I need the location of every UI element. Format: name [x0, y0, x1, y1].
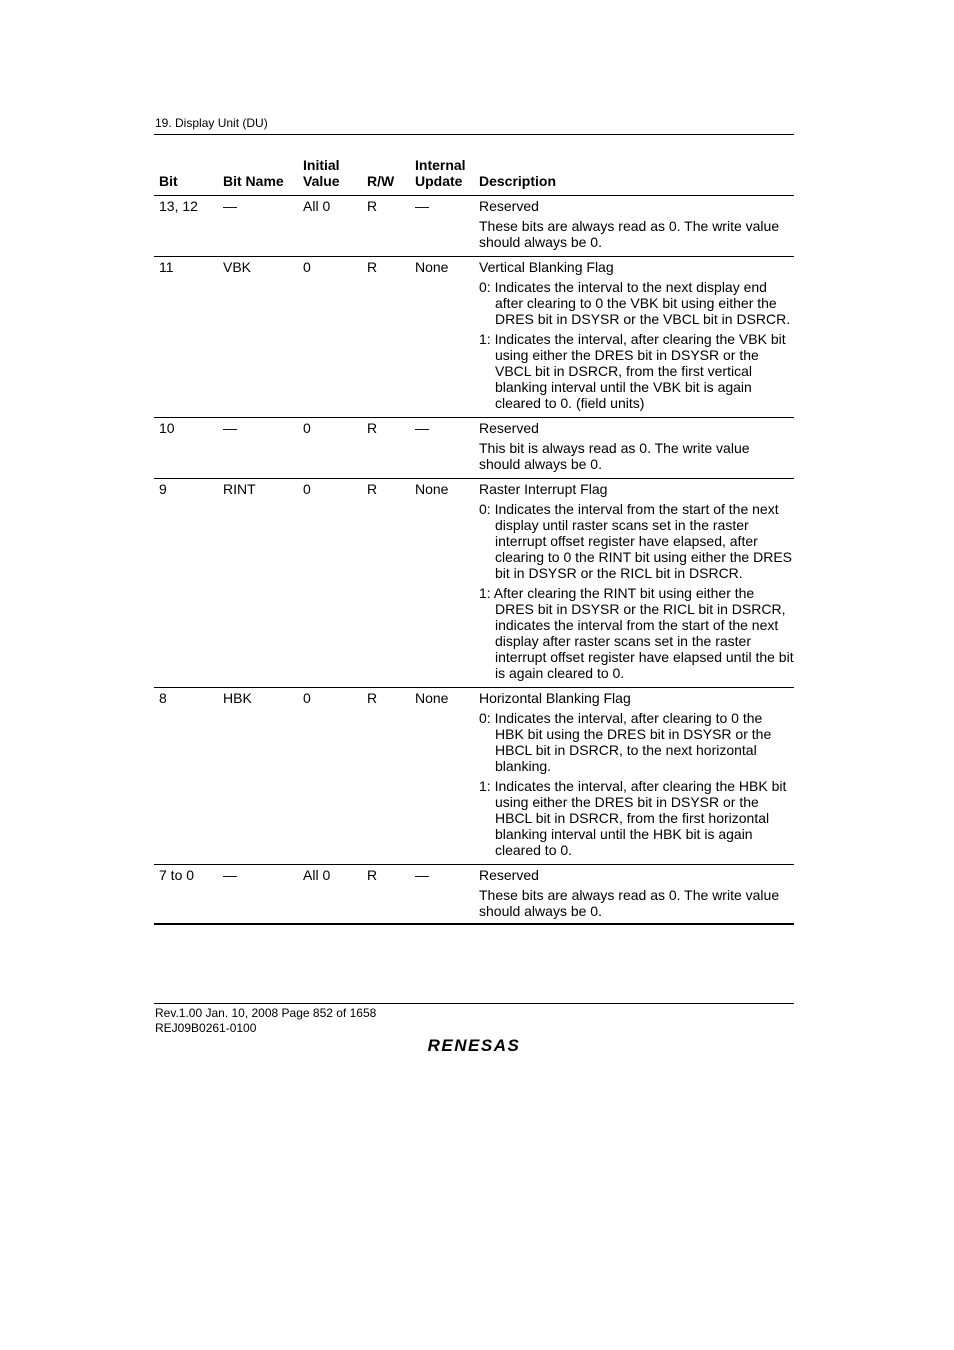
cell-rw: R	[362, 257, 410, 418]
description-title: Reserved	[479, 420, 539, 436]
cell-initial-value: All 0	[298, 196, 362, 257]
table-row	[154, 418, 794, 479]
description-item-0: 0: Indicates the interval to the next display end after clearing to 0 the VBK bit using either the DRES bit in DSYSR or the VBCL bit in DSRCR.	[479, 279, 791, 327]
col-header-rw: R/W	[362, 157, 410, 196]
cell-bit-name: RINT	[218, 479, 298, 688]
header-rule	[154, 134, 794, 135]
section-header: 19. Display Unit (DU)	[155, 116, 268, 130]
footer-revision: Rev.1.00 Jan. 10, 2008 Page 852 of 1658	[155, 1006, 377, 1020]
description-title: Vertical Blanking Flag	[479, 259, 614, 275]
table-row	[154, 479, 794, 688]
cell-rw: R	[362, 688, 410, 865]
cell-internal-update: —	[410, 196, 474, 257]
description-title: Reserved	[479, 867, 539, 883]
description-text: These bits are always read as 0. The write value should always be 0.	[479, 887, 780, 919]
description-item-0: 0: Indicates the interval, after clearing to 0 the HBK bit using the DRES bit in DSYSR or the HBCL bit in DSRCR, to the next horizontal blanking.	[479, 710, 772, 774]
col-header-initial-value-line1: Initial	[303, 157, 340, 173]
cell-internal-update: None	[410, 257, 474, 418]
cell-rw: R	[362, 196, 410, 257]
cell-description	[474, 418, 794, 479]
description-text: These bits are always read as 0. The write value should always be 0.	[479, 218, 780, 250]
footer-rule	[154, 1003, 794, 1004]
col-header-bit-name: Bit Name	[218, 157, 298, 196]
description-item-1: 1: After clearing the RINT bit using either the DRES bit in DSYSR or the RICL bit in DSRCR, indicates the interval from the start of the next display after raster scans set in the raster interrupt offset register have elapsed until the bit is again cleared to 0.	[479, 585, 794, 681]
cell-internal-update: —	[410, 418, 474, 479]
cell-internal-update: None	[410, 688, 474, 865]
col-header-internal-update-line2: Update	[415, 173, 463, 189]
description-item-1: 1: Indicates the interval, after clearing the HBK bit using either the DRES bit in DSYSR or the HBCL bit in DSRCR, from the first horizontal blanking interval until the HBK bit is again cleared to 0.	[479, 778, 787, 858]
table-row	[154, 688, 794, 865]
cell-bit: 11	[154, 257, 218, 418]
renesas-logo	[414, 1035, 534, 1055]
cell-bit-name: VBK	[218, 257, 298, 418]
cell-description	[474, 257, 794, 418]
col-header-internal-update-line1: Internal	[415, 157, 466, 173]
col-header-bit: Bit	[154, 157, 218, 196]
cell-bit-name: —	[218, 865, 298, 925]
cell-bit-name: —	[218, 196, 298, 257]
cell-initial-value: 0	[298, 418, 362, 479]
cell-initial-value: All 0	[298, 865, 362, 925]
cell-initial-value: 0	[298, 479, 362, 688]
cell-bit: 8	[154, 688, 218, 865]
cell-bit: 9	[154, 479, 218, 688]
renesas-logo-text: RENESAS	[427, 1036, 521, 1055]
description-title: Raster Interrupt Flag	[479, 481, 608, 497]
table-row	[154, 257, 794, 418]
cell-bit-name: HBK	[218, 688, 298, 865]
cell-bit-name: —	[218, 418, 298, 479]
cell-bit: 7 to 0	[154, 865, 218, 925]
col-header-initial-value	[298, 157, 362, 196]
description-text: This bit is always read as 0. The write value should always be 0.	[479, 440, 750, 472]
cell-description	[474, 865, 794, 925]
cell-internal-update: —	[410, 865, 474, 925]
cell-rw: R	[362, 479, 410, 688]
cell-description	[474, 688, 794, 865]
description-item-1: 1: Indicates the interval, after clearing the VBK bit using either the DRES bit in DSYSR or the VBCL bit in DSRCR, from the first vertical blanking interval until the VBK bit is again cleared to 0. (field units)	[479, 331, 786, 411]
description-title: Reserved	[479, 198, 539, 214]
cell-initial-value: 0	[298, 688, 362, 865]
table-header-row	[154, 157, 794, 196]
table-row	[154, 865, 794, 925]
cell-rw: R	[362, 418, 410, 479]
cell-bit: 13, 12	[154, 196, 218, 257]
cell-description	[474, 196, 794, 257]
cell-description	[474, 479, 794, 688]
col-header-description: Description	[474, 157, 794, 196]
register-bit-table	[154, 157, 794, 925]
cell-initial-value: 0	[298, 257, 362, 418]
description-item-0: 0: Indicates the interval from the start of the next display until raster scans set in the raster interrupt offset register have elapsed, after clearing to 0 the RINT bit using either the DRES bit in DSYSR or the RICL bit in DSRCR.	[479, 501, 793, 581]
description-title: Horizontal Blanking Flag	[479, 690, 631, 706]
cell-bit: 10	[154, 418, 218, 479]
col-header-initial-value-line2: Value	[303, 173, 340, 189]
footer-document-number: REJ09B0261-0100	[155, 1021, 257, 1035]
cell-internal-update: None	[410, 479, 474, 688]
table-row	[154, 196, 794, 257]
col-header-internal-update	[410, 157, 474, 196]
cell-rw: R	[362, 865, 410, 925]
